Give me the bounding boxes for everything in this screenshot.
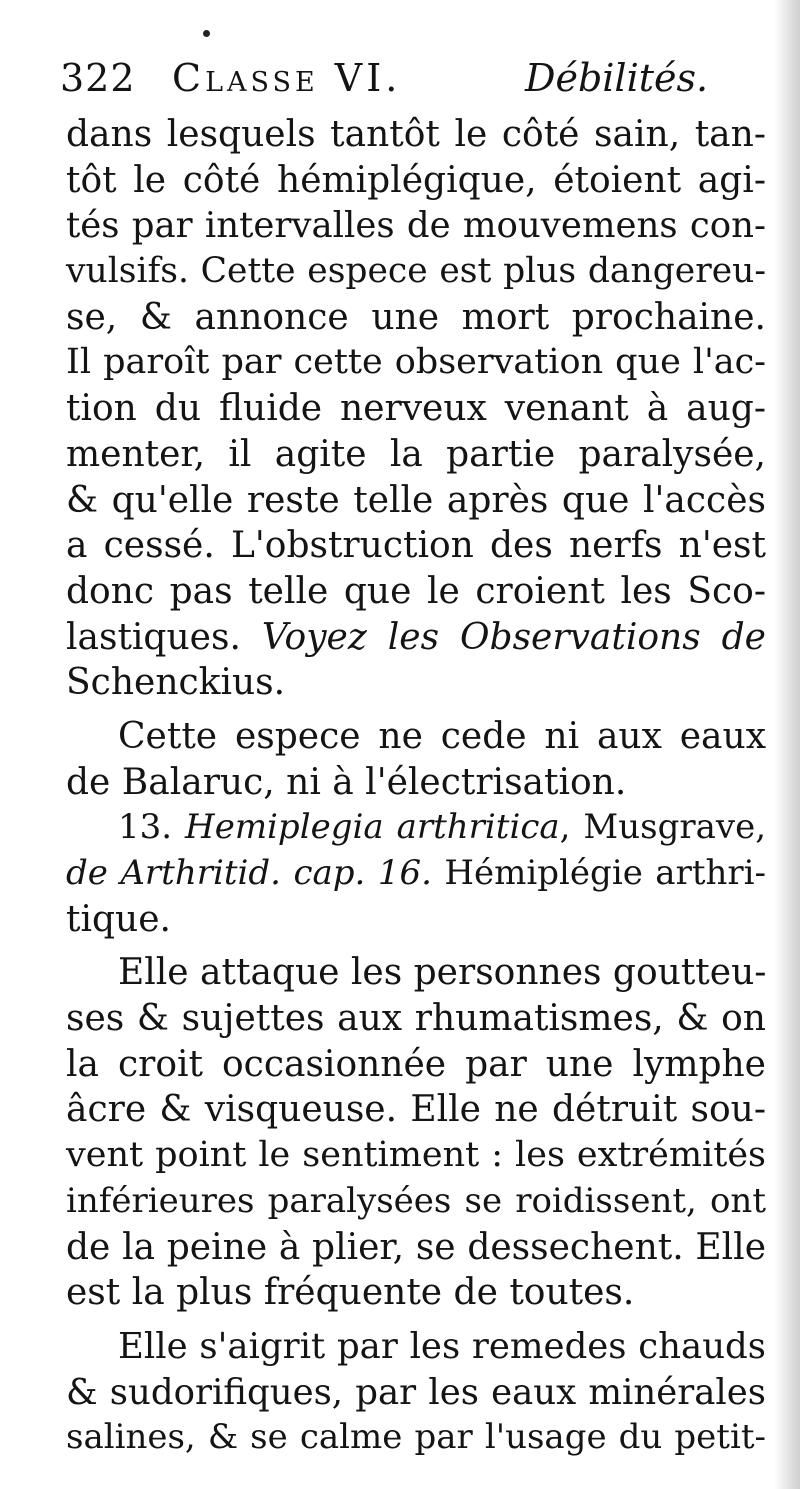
page-header xyxy=(60,48,760,108)
text-line: ses & sujettes aux rhumatismes, & on xyxy=(66,998,766,1040)
text-line: de la peine à plier, se dessechent. Elle xyxy=(66,1226,766,1268)
text-line: vulsifs. Cette espece est plus dangereu- xyxy=(66,251,766,292)
text-line: vent point le sentiment : les extrémités xyxy=(66,1135,766,1176)
text-line: se, & annonce une mort prochaine. xyxy=(66,296,766,338)
text-line: Elle attaque les personnes goutteu- xyxy=(118,952,767,994)
text-line: tion du fluide nerveux venant à aug- xyxy=(66,388,766,430)
text-line: a cessé. L'obstruction des nerfs n'est xyxy=(66,525,766,567)
text-line: Elle s'aigrit par les remedes chauds xyxy=(118,1325,766,1367)
citation-italic: Voyez les Observations de xyxy=(261,616,766,658)
printer-mark-dot xyxy=(203,30,210,37)
text-line: tôt le côté hémiplégique, étoient agi- xyxy=(66,159,766,201)
text-line: Il paroît par cette observation que l'ac- xyxy=(66,342,766,383)
text-line: Schenckius. xyxy=(66,662,286,704)
text-line: est la plus fréquente de toutes. xyxy=(66,1272,635,1314)
text-line: la croit occasionnée par une lymphe xyxy=(66,1043,766,1085)
entry-13-heading xyxy=(66,805,766,851)
text-line-mixed xyxy=(66,851,766,897)
text-line: Cette espece ne cede ni aux eaux xyxy=(118,715,766,757)
entry-latin-name: Hemiplegia arthritica xyxy=(185,807,560,848)
text-line: & sudorifiques, par les eaux minérales xyxy=(66,1371,766,1413)
text-line: salines, & se calme par l'usage du petit- xyxy=(66,1417,766,1458)
text-line: âcre & visqueuse. Elle ne détruit sou- xyxy=(66,1089,766,1131)
running-title-italic: Débilités. xyxy=(525,56,709,100)
entry-author: , Musgrave, xyxy=(559,807,766,848)
text-line: menter, il agite la partie paralysée, xyxy=(66,433,766,475)
text-line: inférieures paralysées se roidissent, ont xyxy=(66,1180,766,1221)
body-text xyxy=(66,112,766,1461)
page-number: 322 xyxy=(60,56,136,100)
text-line: tés par intervalles de mouvemens con- xyxy=(66,205,766,247)
text-line: tique. xyxy=(66,898,171,940)
text-line: & qu'elle reste telle après que l'accès xyxy=(66,479,766,521)
text-line: dans lesquels tantôt le côté sain, tan- xyxy=(66,114,766,155)
text-line-mixed xyxy=(66,615,766,661)
scan-edge-shadow xyxy=(774,0,800,1489)
entry-number: 13. xyxy=(118,807,173,848)
text-line: donc pas telle que le croient les Sco- xyxy=(66,570,766,612)
entry-french-name: Hémiplégie arthri- xyxy=(444,853,766,893)
running-title: Classe VI. xyxy=(172,56,402,100)
entry-reference: de Arthritid. cap. 16. xyxy=(66,853,432,893)
text-line: de Balaruc, ni à l'électrisation. xyxy=(66,761,627,803)
text-run: lastiques. xyxy=(66,616,241,658)
